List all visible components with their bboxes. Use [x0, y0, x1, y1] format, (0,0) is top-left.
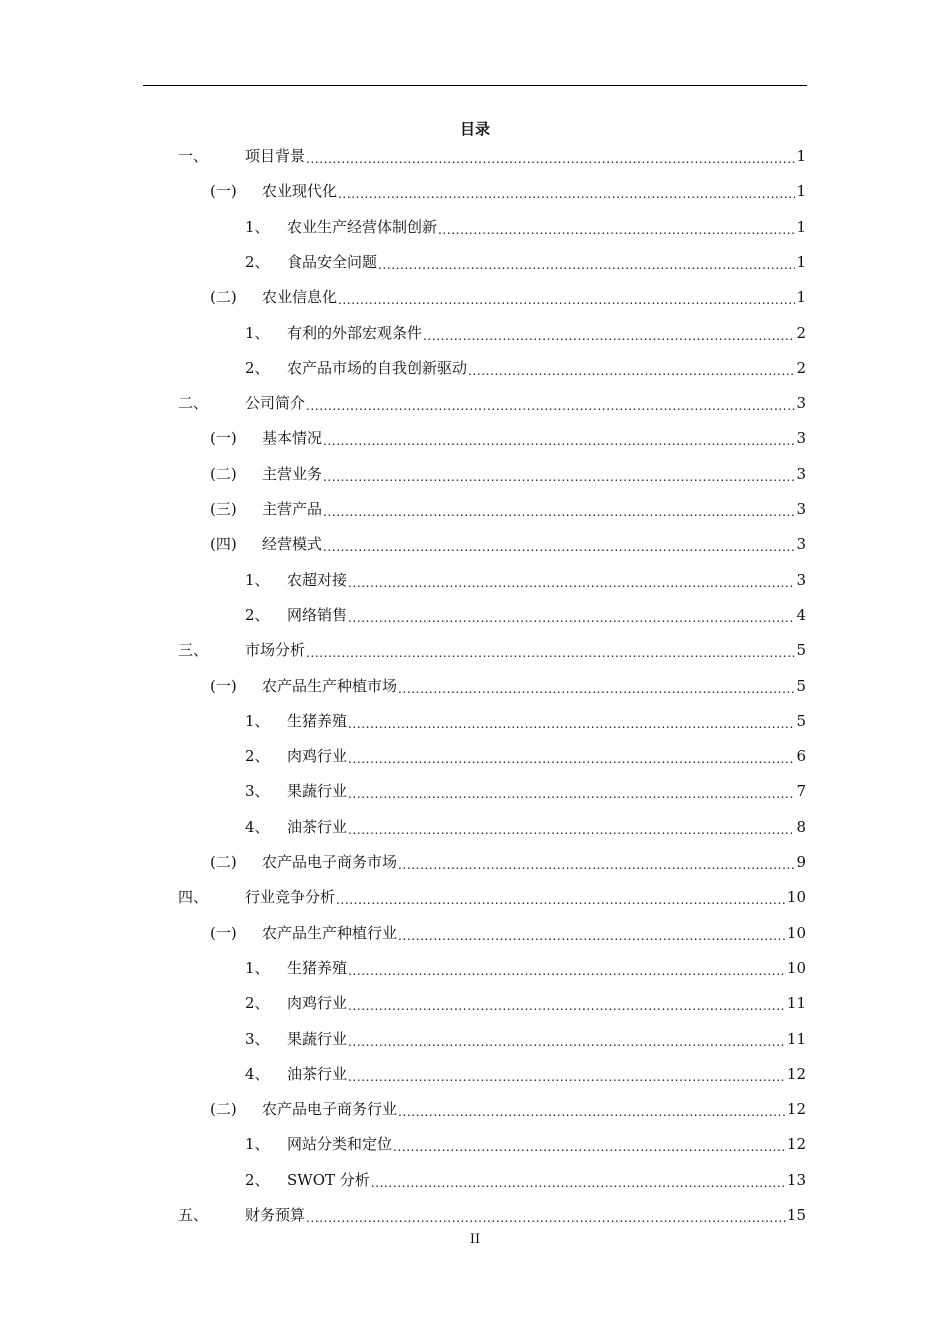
toc-dot-leader	[398, 852, 795, 872]
toc-dot-leader	[338, 181, 795, 201]
toc-entry[interactable]	[245, 321, 806, 343]
toc-entry-text: 油茶行业	[287, 817, 348, 836]
toc-entry[interactable]	[210, 285, 806, 307]
toc-dot-leader	[336, 887, 786, 907]
toc-entry-page: 1	[796, 252, 806, 271]
toc-entry-number: 4、	[245, 1064, 270, 1083]
toc-dot-leader	[306, 640, 795, 660]
toc-entry-page: 1	[796, 288, 806, 307]
toc-entry-text: 生猪养殖	[287, 958, 348, 977]
toc-entry-page: 11	[786, 1029, 806, 1048]
toc-entry-number: 一、	[178, 147, 209, 165]
toc-entry[interactable]	[178, 391, 806, 413]
toc-entry[interactable]	[178, 638, 806, 660]
toc-entry-number: 三、	[178, 641, 209, 660]
toc-dot-leader	[338, 287, 795, 307]
toc-entry[interactable]	[245, 250, 806, 272]
toc-entry-page: 8	[796, 817, 806, 836]
toc-entry-number: 2、	[245, 994, 270, 1013]
toc-entry-number: 五、	[178, 1206, 209, 1224]
toc-entry-number: 1、	[245, 1135, 270, 1154]
toc-dot-leader	[323, 534, 795, 554]
toc-dot-leader	[348, 993, 786, 1013]
page-number: II	[469, 1232, 481, 1247]
toc-dot-leader	[306, 1205, 786, 1225]
toc-entry-page: 10	[786, 888, 806, 907]
toc-entry-page: 3	[796, 535, 806, 554]
toc-entry[interactable]	[210, 1097, 806, 1119]
toc-entry-number: 二、	[178, 394, 209, 413]
toc-entry-number: 2、	[245, 358, 270, 377]
toc-dot-leader	[348, 1029, 786, 1049]
toc-entry[interactable]	[245, 815, 806, 837]
toc-entry-number: (一)	[210, 676, 237, 695]
toc-entry[interactable]	[178, 1203, 806, 1225]
toc-entry-number: 2、	[245, 252, 270, 271]
toc-entry[interactable]	[210, 532, 806, 554]
toc-entry[interactable]	[210, 921, 806, 943]
toc-entry[interactable]	[245, 1132, 806, 1154]
toc-entry-text: 网络销售	[287, 605, 348, 624]
toc-entry-number: 1、	[245, 711, 270, 730]
toc-entry-number: (一)	[210, 182, 237, 201]
toc-dot-leader	[398, 923, 786, 943]
toc-entry[interactable]	[245, 1062, 806, 1084]
toc-entry-text: 主营业务	[262, 464, 323, 483]
toc-entry-number: 1、	[245, 958, 270, 977]
toc-dot-leader	[393, 1134, 786, 1154]
toc-dot-leader	[348, 570, 795, 590]
toc-entry[interactable]	[245, 991, 806, 1013]
toc-dot-leader	[323, 464, 795, 484]
toc-entry-page: 5	[796, 641, 806, 660]
toc-dot-leader	[348, 605, 795, 625]
toc-entry-page: 3	[796, 500, 806, 518]
toc-entry-page: 4	[796, 605, 806, 624]
toc-entry-text: 生猪养殖	[287, 711, 348, 730]
toc-title: 目录	[459, 120, 490, 138]
toc-entry-page: 1	[796, 217, 806, 236]
toc-entry-page: 1	[796, 147, 806, 165]
toc-dot-leader	[348, 781, 795, 801]
toc-entry-text: 经营模式	[262, 535, 323, 554]
toc-dot-leader	[438, 217, 795, 237]
toc-entry-page: 2	[796, 323, 806, 342]
toc-entry-text: 农业信息化	[262, 288, 338, 307]
toc-entry-text: 主营产品	[262, 500, 323, 518]
toc-entry[interactable]	[210, 179, 806, 201]
toc-entry-text: 食品安全问题	[287, 252, 378, 271]
toc-entry-page: 5	[796, 711, 806, 730]
toc-entry[interactable]	[245, 215, 806, 237]
toc-entry-number: 1、	[245, 323, 270, 342]
toc-entry-page: 6	[796, 747, 806, 766]
toc-entry-number: (一)	[210, 923, 237, 942]
toc-entry-number: (四)	[210, 535, 237, 554]
toc-entry-text: 公司简介	[245, 394, 306, 413]
toc-entry-text: 肉鸡行业	[287, 994, 348, 1013]
toc-dot-leader	[348, 746, 795, 766]
toc-entry-number: 1、	[245, 570, 270, 589]
toc-dot-leader	[323, 499, 795, 519]
toc-entry-page: 9	[796, 853, 806, 871]
toc-entry-text: SWOT 分析	[287, 1170, 370, 1189]
toc-entry-page: 12	[786, 1064, 806, 1083]
toc-entry-text: 农产品生产种植行业	[262, 923, 398, 942]
toc-dot-leader	[306, 393, 795, 413]
toc-entry-text: 果蔬行业	[287, 782, 348, 801]
toc-entry-text: 项目背景	[245, 147, 306, 165]
toc-entry[interactable]	[245, 1027, 806, 1049]
toc-entry-text: 农超对接	[287, 570, 348, 589]
toc-entry-number: (二)	[210, 288, 237, 307]
toc-entry-number: 2、	[245, 605, 270, 624]
toc-dot-leader	[348, 711, 795, 731]
toc-entry-number: (二)	[210, 1100, 237, 1119]
toc-entry-page: 10	[786, 923, 806, 942]
toc-entry[interactable]	[245, 956, 806, 978]
toc-entry-text: 农产品电子商务市场	[262, 853, 398, 871]
header-rule	[143, 85, 807, 86]
toc-entry-number: (二)	[210, 853, 237, 871]
toc-entry-page: 13	[786, 1170, 806, 1189]
toc-entry-text: 财务预算	[245, 1206, 306, 1224]
toc-entry[interactable]	[178, 885, 806, 907]
toc-dot-leader	[306, 146, 795, 166]
toc-entry-page: 3	[796, 429, 806, 448]
toc-entry-text: 农产品电子商务行业	[262, 1100, 398, 1119]
toc-entry-text: 农业现代化	[262, 182, 338, 201]
toc-entry-page: 10	[786, 958, 806, 977]
toc-entry-number: 3、	[245, 782, 270, 801]
toc-entry-page: 5	[796, 676, 806, 695]
toc-entry-page: 2	[796, 358, 806, 377]
toc-dot-leader	[468, 358, 795, 378]
toc-entry-number: 4、	[245, 817, 270, 836]
toc-entry-text: 行业竞争分析	[245, 888, 336, 907]
toc-entry[interactable]	[245, 603, 806, 625]
toc-entry-number: 2、	[245, 747, 270, 766]
toc-dot-leader	[371, 1170, 786, 1190]
toc-entry[interactable]	[245, 356, 806, 378]
toc-entry[interactable]	[210, 850, 806, 872]
toc-entry-page: 15	[786, 1206, 806, 1224]
toc-entry-number: (一)	[210, 429, 237, 448]
toc-entry-page: 3	[796, 464, 806, 483]
toc-entry-number: (三)	[210, 500, 237, 518]
toc-entry-text: 油茶行业	[287, 1064, 348, 1083]
toc-entry-number: 3、	[245, 1029, 270, 1048]
toc-entry-text: 有利的外部宏观条件	[287, 323, 423, 342]
toc-entry-text: 农产品市场的自我创新驱动	[287, 358, 468, 377]
toc-entry-number: 四、	[178, 888, 209, 907]
toc-entry[interactable]	[245, 568, 806, 590]
toc-entry-page: 3	[796, 394, 806, 413]
toc-entry-text: 市场分析	[245, 641, 306, 660]
toc-entry[interactable]	[245, 1168, 806, 1190]
toc-entry-page: 12	[786, 1135, 806, 1154]
toc-entry-number: (二)	[210, 464, 237, 483]
toc-entry-text: 农业生产经营体制创新	[287, 217, 438, 236]
toc-entry[interactable]	[210, 497, 806, 519]
toc-entry-page: 12	[786, 1100, 806, 1119]
toc-dot-leader	[398, 676, 795, 696]
toc-entry[interactable]	[245, 744, 806, 766]
toc-entry-number: 2、	[245, 1170, 270, 1189]
toc-entry-text: 网站分类和定位	[287, 1135, 393, 1154]
toc-entry[interactable]	[210, 462, 806, 484]
toc-entry-number: 1、	[245, 217, 270, 236]
toc-entry-text: 肉鸡行业	[287, 747, 348, 766]
toc-entry[interactable]	[245, 779, 806, 801]
toc-entry-page: 3	[796, 570, 806, 589]
toc-dot-leader	[348, 958, 786, 978]
toc-entry-page: 7	[796, 782, 806, 801]
toc-entry[interactable]	[178, 144, 806, 166]
toc-dot-leader	[423, 323, 795, 343]
toc-dot-leader	[348, 817, 795, 837]
toc-entry-page: 11	[786, 994, 806, 1013]
toc-entry-text: 农产品生产种植市场	[262, 676, 398, 695]
toc-entry-text: 基本情况	[262, 429, 323, 448]
toc-entry[interactable]	[210, 426, 806, 448]
toc-entry-text: 果蔬行业	[287, 1029, 348, 1048]
toc-dot-leader	[348, 1064, 786, 1084]
toc-dot-leader	[378, 252, 795, 272]
toc-entry-page: 1	[796, 182, 806, 201]
toc-dot-leader	[398, 1099, 786, 1119]
toc-entry[interactable]	[210, 674, 806, 696]
toc-entry[interactable]	[245, 709, 806, 731]
toc-dot-leader	[323, 428, 795, 448]
